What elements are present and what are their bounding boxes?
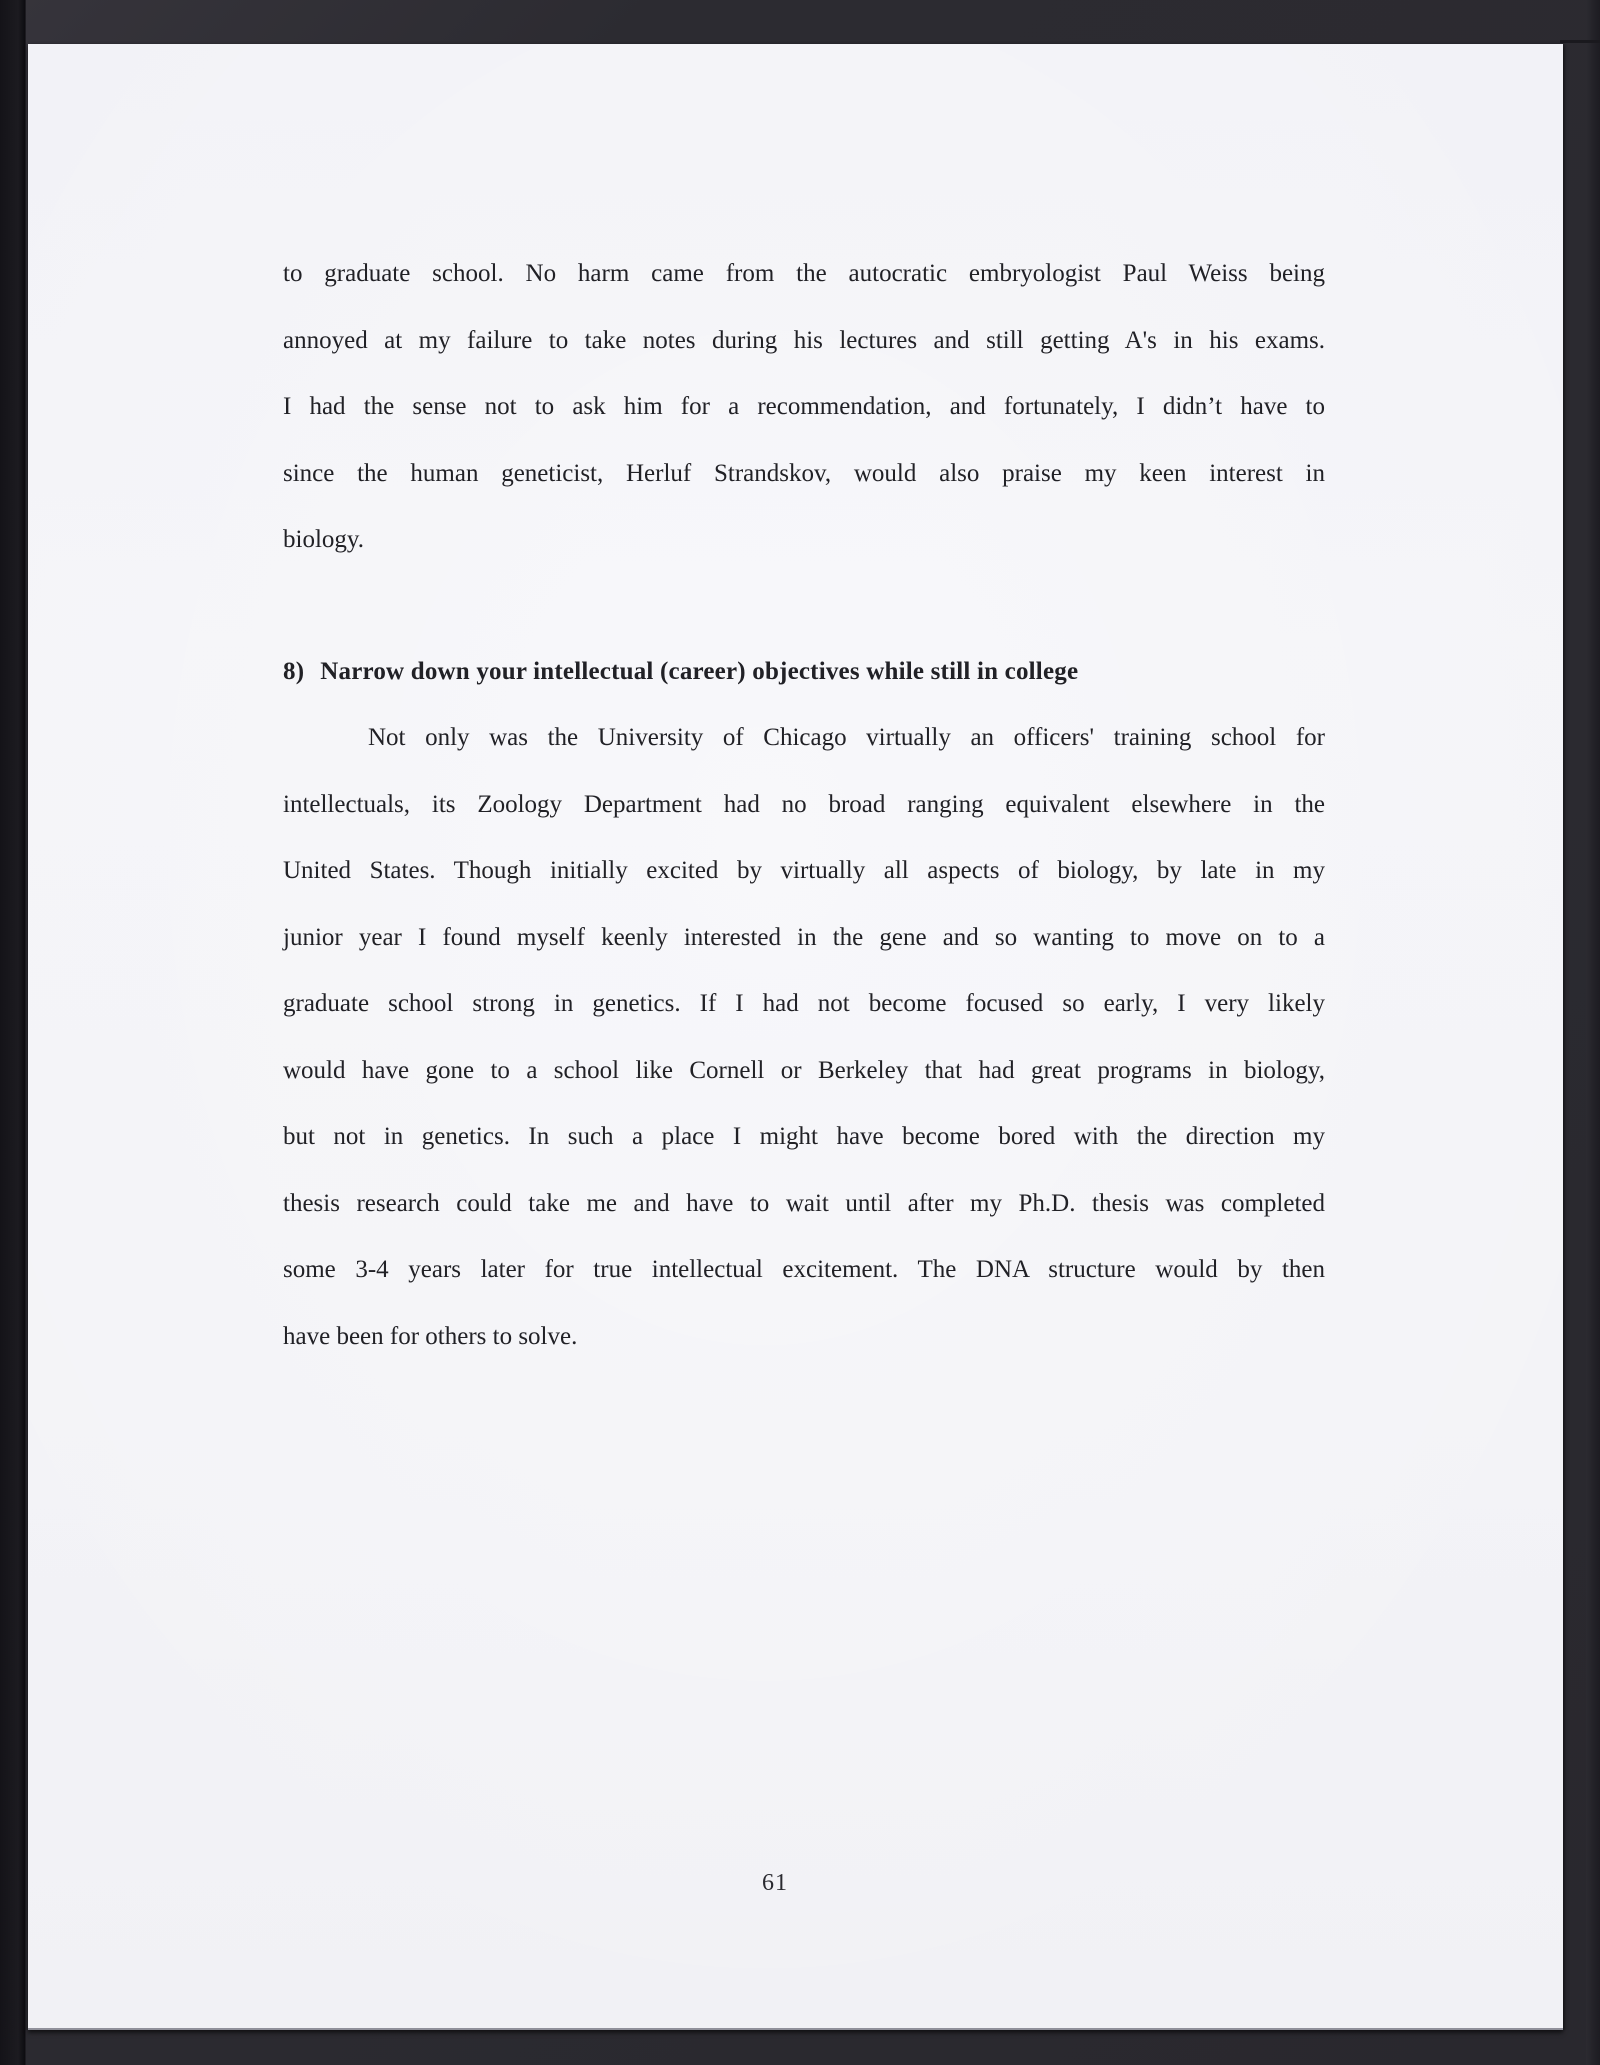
scan-seam (1560, 40, 1600, 43)
text-line: some 3-4 years later for true intellectual excitement. The DNA structure would by then (283, 1256, 1325, 1283)
text-line: graduate school strong in genetics. If I had not become focused so early, I very likely (283, 990, 1325, 1017)
text-line: United States. Though initially excited by virtually all aspects of biology, by late in my (283, 857, 1325, 884)
text-line: annoyed at my failure to take notes during his lectures and still getting A's in his exams. (283, 326, 1325, 354)
text-line: would have gone to a school like Cornell or Berkeley that had great programs in biology, (283, 1056, 1325, 1084)
text-line: to graduate school. No harm came from the autocratic embryologist Paul Weiss being (283, 260, 1325, 287)
text-line: Not only was the University of Chicago virtually an officers' training school for (368, 724, 1325, 751)
text-line: have been for others to solve. (283, 1322, 578, 1350)
paragraph-body (283, 705, 1325, 1370)
text-block (283, 241, 1325, 1370)
text-line: biology. (283, 526, 365, 553)
section-number: 8) (283, 657, 305, 685)
document-page (28, 44, 1563, 2030)
scan-edge-right (1586, 0, 1600, 2065)
paragraph-continued (283, 241, 1325, 574)
section-title: Narrow down your intellectual (career) objectives while still in college (320, 657, 1079, 685)
text-line: I had the sense not to ask him for a recommendation, and fortunately, I didn’t have to (283, 393, 1325, 420)
text-line: junior year I found myself keenly interested in the gene and so wanting to move on to a (283, 923, 1325, 951)
text-line: thesis research could take me and have to wait until after my Ph.D. thesis was completed (283, 1189, 1325, 1217)
text-line: since the human geneticist, Herluf Strandskov, would also praise my keen interest in (283, 459, 1325, 487)
text-line: but not in genetics. In such a place I might have become bored with the direction my (283, 1123, 1325, 1150)
section-heading (283, 639, 1325, 706)
text-line: intellectuals, its Zoology Department had no broad ranging equivalent elsewhere in the (283, 790, 1325, 818)
page-number: 61 (762, 1870, 788, 1896)
scan-edge-left (0, 0, 26, 2065)
